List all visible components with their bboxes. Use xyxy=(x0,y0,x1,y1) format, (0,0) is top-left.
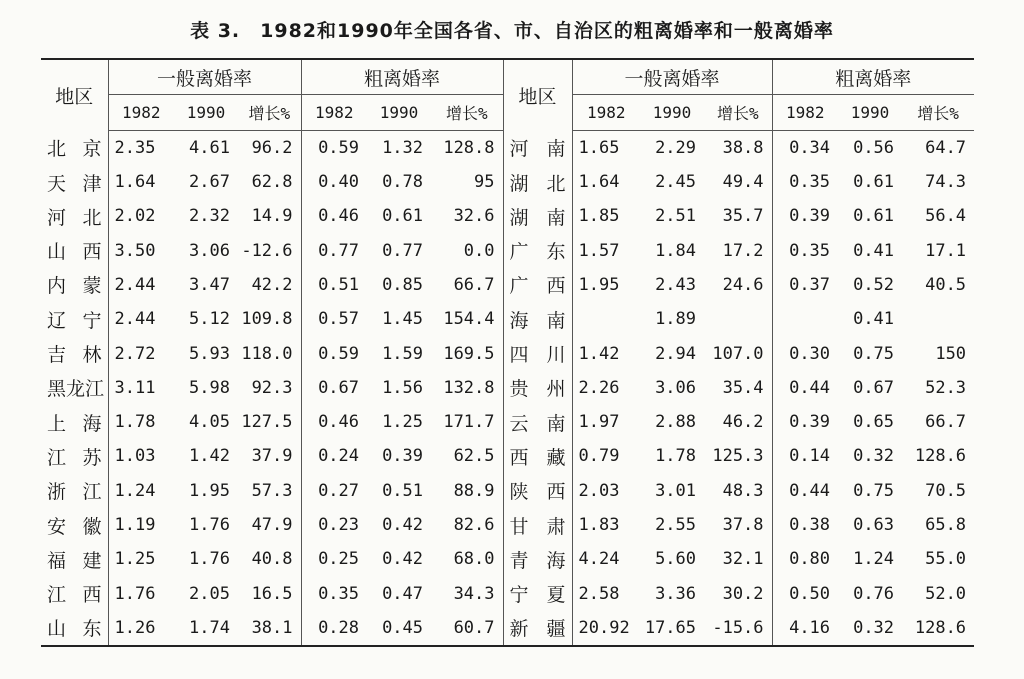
region-name-left: 山东 xyxy=(41,611,108,646)
general-1990-left: 2.05 xyxy=(189,583,230,604)
crude-1990-right: 0.76 xyxy=(853,583,895,604)
general-1982-right: 1.97 xyxy=(578,412,620,433)
region-name-left: 江西 xyxy=(41,576,108,610)
crude-1990-right: 0.32 xyxy=(853,617,895,638)
general-1990-left: 1.74 xyxy=(189,617,230,638)
crude-growth-left: 34.3 xyxy=(431,576,503,610)
general-1990-right: 1.89 xyxy=(655,309,697,330)
header-growth: 增长% xyxy=(431,95,503,130)
region-name-left: 河北 xyxy=(41,199,108,233)
table-row xyxy=(41,302,974,336)
crude-1982-left: 0.59 xyxy=(318,137,360,158)
crude-growth-right: 52.3 xyxy=(925,377,967,398)
crude-growth-right: 40.5 xyxy=(925,274,967,295)
general-growth-right: 30.2 xyxy=(704,576,772,610)
crude-1982-right: 0.39 xyxy=(789,206,831,227)
general-growth-right: 125.3 xyxy=(704,439,772,473)
header-1990: 1990 xyxy=(174,95,238,130)
region-name-right: 青海 xyxy=(503,542,572,576)
divorce-rate-table xyxy=(41,58,974,647)
crude-1982-right: 0.50 xyxy=(789,583,831,604)
crude-1990-right: 0.32 xyxy=(853,446,895,467)
crude-1982-right: 0.34 xyxy=(789,137,831,158)
crude-1982-left: 0.67 xyxy=(318,377,360,398)
crude-1990-left: 0.77 xyxy=(382,240,424,261)
header-1982: 1982 xyxy=(108,95,174,130)
region-name-right: 甘肃 xyxy=(503,508,572,542)
crude-1990-right: 0.65 xyxy=(853,412,895,433)
general-1990-left: 1.42 xyxy=(189,446,230,467)
region-name-right: 海南 xyxy=(503,302,572,336)
general-growth-right: 35.4 xyxy=(704,371,772,405)
general-1982-left: 1.26 xyxy=(114,617,156,638)
general-1982-right: 0.79 xyxy=(578,446,620,467)
header-crude-rate-right: 粗离婚率 xyxy=(772,59,974,95)
crude-growth-left: 62.5 xyxy=(431,439,503,473)
crude-1982-right: 0.14 xyxy=(789,446,831,467)
general-1982-right: 1.57 xyxy=(578,240,620,261)
general-1982-left: 1.03 xyxy=(114,446,156,467)
table-row xyxy=(41,405,974,439)
general-1990-left: 1.76 xyxy=(189,515,230,535)
header-crude-rate-left: 粗离婚率 xyxy=(301,59,503,95)
crude-growth-right: 17.1 xyxy=(925,240,967,261)
general-1982-right: 1.42 xyxy=(578,343,620,364)
crude-1982-left: 0.51 xyxy=(318,274,360,295)
crude-1990-right: 0.75 xyxy=(853,343,895,364)
header-1982: 1982 xyxy=(772,95,838,130)
region-name-right: 四川 xyxy=(503,336,572,370)
table-row xyxy=(41,199,974,233)
crude-1982-left: 0.24 xyxy=(318,446,360,467)
general-1982-left: 2.02 xyxy=(114,206,156,227)
general-growth-right: -15.6 xyxy=(704,611,772,646)
crude-1990-left: 0.47 xyxy=(382,583,424,604)
general-growth-left: -12.6 xyxy=(238,233,301,267)
crude-1990-left: 0.85 xyxy=(382,274,424,295)
region-name-right: 陕西 xyxy=(503,474,572,508)
crude-1990-left: 0.42 xyxy=(382,515,424,535)
general-growth-left: 37.9 xyxy=(238,439,301,473)
crude-growth-left: 82.6 xyxy=(431,508,503,542)
general-1982-right xyxy=(572,302,640,336)
header-growth: 增长% xyxy=(902,95,974,130)
general-1990-right: 2.43 xyxy=(655,274,697,295)
crude-1982-right: 0.44 xyxy=(789,377,831,398)
table-body xyxy=(41,130,974,646)
crude-1990-right: 1.24 xyxy=(853,549,895,570)
crude-growth-right: 66.7 xyxy=(925,412,967,433)
general-growth-right: 35.7 xyxy=(704,199,772,233)
general-growth-right: 24.6 xyxy=(704,268,772,302)
crude-growth-left: 132.8 xyxy=(431,371,503,405)
general-1990-right: 2.45 xyxy=(655,172,697,193)
crude-1982-left: 0.46 xyxy=(318,206,360,227)
table-row xyxy=(41,474,974,508)
table-row xyxy=(41,542,974,576)
crude-1982-right: 4.16 xyxy=(789,617,831,638)
general-growth-left: 109.8 xyxy=(238,302,301,336)
crude-1990-right: 0.75 xyxy=(853,480,895,501)
region-name-left: 浙江 xyxy=(41,474,108,508)
crude-growth-right: 52.0 xyxy=(925,583,967,604)
general-1982-left: 2.72 xyxy=(114,343,156,364)
general-1982-right: 1.65 xyxy=(578,137,620,158)
general-1990-right: 2.51 xyxy=(655,206,697,227)
general-growth-left: 57.3 xyxy=(238,474,301,508)
crude-growth-right: 128.6 xyxy=(914,617,967,638)
general-1990-right: 17.65 xyxy=(644,617,697,638)
header-1982: 1982 xyxy=(572,95,640,130)
crude-1990-left: 0.61 xyxy=(382,206,424,227)
region-name-left: 山西 xyxy=(41,233,108,267)
region-name-left: 江苏 xyxy=(41,439,108,473)
crude-growth-right: 150 xyxy=(935,343,967,364)
crude-1982-left: 0.35 xyxy=(318,583,360,604)
region-name-left: 福建 xyxy=(41,542,108,576)
general-1982-right: 2.58 xyxy=(578,583,620,604)
crude-1990-right: 0.61 xyxy=(853,172,895,193)
general-1990-left: 1.95 xyxy=(189,480,230,501)
table-row xyxy=(41,336,974,370)
header-growth: 增长% xyxy=(704,95,772,130)
general-1982-right: 1.95 xyxy=(578,274,620,295)
header-region-left: 地区 xyxy=(41,59,108,130)
general-growth-left: 42.2 xyxy=(238,268,301,302)
general-growth-right: 32.1 xyxy=(704,542,772,576)
crude-1982-left: 0.57 xyxy=(318,309,360,330)
region-name-left: 黑龙江 xyxy=(41,371,108,405)
crude-1990-right: 0.61 xyxy=(853,206,895,227)
crude-growth-left: 95 xyxy=(431,165,503,199)
header-1990: 1990 xyxy=(367,95,431,130)
general-1990-right: 2.88 xyxy=(655,412,697,433)
general-1982-left: 1.25 xyxy=(114,549,156,570)
general-1982-left: 1.76 xyxy=(114,583,156,604)
crude-1990-right: 0.67 xyxy=(853,377,895,398)
header-region-right: 地区 xyxy=(503,59,572,130)
crude-growth-left: 66.7 xyxy=(431,268,503,302)
general-1990-right: 3.01 xyxy=(655,480,697,501)
table-row xyxy=(41,371,974,405)
crude-1990-right: 0.52 xyxy=(853,274,895,295)
general-1982-left: 1.24 xyxy=(114,480,156,501)
crude-1990-left: 0.39 xyxy=(382,446,424,467)
general-1990-left: 5.12 xyxy=(189,309,230,330)
crude-1982-right xyxy=(772,302,838,336)
crude-1982-right: 0.80 xyxy=(789,549,831,570)
table-row xyxy=(41,611,974,646)
general-growth-right: 49.4 xyxy=(704,165,772,199)
table-row xyxy=(41,268,974,302)
crude-1982-left: 0.40 xyxy=(318,172,360,193)
general-growth-left: 118.0 xyxy=(238,336,301,370)
crude-growth-left: 88.9 xyxy=(431,474,503,508)
general-growth-left: 47.9 xyxy=(238,508,301,542)
crude-1990-left: 1.32 xyxy=(382,137,424,158)
crude-1990-left: 1.59 xyxy=(382,343,424,364)
crude-1990-right: 0.56 xyxy=(853,137,895,158)
general-growth-right xyxy=(704,302,772,336)
region-name-right: 贵州 xyxy=(503,371,572,405)
crude-1990-left: 0.78 xyxy=(382,172,424,193)
general-1982-right: 1.83 xyxy=(578,515,620,535)
general-1990-left: 4.61 xyxy=(189,137,230,158)
crude-1990-left: 1.56 xyxy=(382,377,424,398)
general-1990-right: 1.84 xyxy=(655,240,697,261)
general-1982-left: 1.78 xyxy=(114,412,156,433)
crude-1982-right: 0.44 xyxy=(789,480,831,501)
crude-1982-right: 0.35 xyxy=(789,172,831,193)
general-1990-right: 5.60 xyxy=(655,549,697,570)
region-name-right: 宁夏 xyxy=(503,576,572,610)
header-general-rate-right: 一般离婚率 xyxy=(572,59,772,95)
general-growth-left: 38.1 xyxy=(238,611,301,646)
crude-growth-right: 65.8 xyxy=(925,515,967,535)
region-name-left: 北京 xyxy=(41,130,108,165)
region-name-left: 上海 xyxy=(41,405,108,439)
table-row xyxy=(41,576,974,610)
general-growth-left: 62.8 xyxy=(238,165,301,199)
crude-growth-left: 32.6 xyxy=(431,199,503,233)
general-1982-left: 2.44 xyxy=(114,274,156,295)
general-1982-left: 1.64 xyxy=(114,172,156,193)
general-1982-left: 2.44 xyxy=(114,309,156,330)
general-growth-right: 38.8 xyxy=(704,130,772,165)
crude-1982-right: 0.30 xyxy=(789,343,831,364)
region-name-right: 广西 xyxy=(503,268,572,302)
general-1990-right: 3.06 xyxy=(655,377,697,398)
crude-growth-left: 154.4 xyxy=(431,302,503,336)
general-1990-right: 2.55 xyxy=(655,515,697,535)
general-1982-left: 3.11 xyxy=(114,377,156,398)
general-growth-left: 16.5 xyxy=(238,576,301,610)
general-1990-left: 3.06 xyxy=(189,240,230,261)
crude-1982-right: 0.37 xyxy=(789,274,831,295)
general-1990-right: 1.78 xyxy=(655,446,697,467)
crude-growth-right: 74.3 xyxy=(925,172,967,193)
general-1990-right: 2.29 xyxy=(655,137,697,158)
general-growth-left: 92.3 xyxy=(238,371,301,405)
region-name-right: 广东 xyxy=(503,233,572,267)
region-name-right: 云南 xyxy=(503,405,572,439)
general-1982-left: 1.19 xyxy=(114,515,156,535)
crude-1990-left: 0.42 xyxy=(382,549,424,570)
region-name-right: 西藏 xyxy=(503,439,572,473)
general-1990-left: 1.76 xyxy=(189,549,230,570)
header-1982: 1982 xyxy=(301,95,367,130)
crude-1990-left: 1.25 xyxy=(382,412,424,433)
crude-1982-left: 0.46 xyxy=(318,412,360,433)
crude-growth-right: 64.7 xyxy=(925,137,967,158)
general-growth-right: 48.3 xyxy=(704,474,772,508)
table-row xyxy=(41,165,974,199)
general-1982-right: 1.85 xyxy=(578,206,620,227)
general-1990-right: 2.94 xyxy=(655,343,697,364)
crude-1990-left: 1.45 xyxy=(382,309,424,330)
crude-1990-right: 0.41 xyxy=(853,240,895,261)
general-growth-left: 127.5 xyxy=(238,405,301,439)
crude-growth-left: 0.0 xyxy=(431,233,503,267)
general-growth-right: 37.8 xyxy=(704,508,772,542)
general-1982-right: 1.64 xyxy=(578,172,620,193)
region-name-left: 安徽 xyxy=(41,508,108,542)
region-name-right: 湖北 xyxy=(503,165,572,199)
crude-1990-right: 0.63 xyxy=(853,515,895,535)
general-1982-right: 2.03 xyxy=(578,480,620,501)
general-1982-right: 4.24 xyxy=(578,549,620,570)
general-1990-left: 5.93 xyxy=(189,343,230,364)
general-growth-left: 14.9 xyxy=(238,199,301,233)
crude-growth-left: 128.8 xyxy=(431,130,503,165)
region-name-left: 内蒙 xyxy=(41,268,108,302)
crude-growth-right xyxy=(902,302,974,336)
general-1982-right: 2.26 xyxy=(578,377,620,398)
crude-growth-left: 169.5 xyxy=(431,336,503,370)
general-1982-left: 2.35 xyxy=(114,137,156,158)
region-name-right: 湖南 xyxy=(503,199,572,233)
crude-1982-right: 0.39 xyxy=(789,412,831,433)
crude-1982-left: 0.59 xyxy=(318,343,360,364)
crude-growth-right: 56.4 xyxy=(925,206,967,227)
crude-growth-right: 70.5 xyxy=(925,480,967,501)
crude-1982-left: 0.23 xyxy=(318,515,360,535)
general-growth-right: 46.2 xyxy=(704,405,772,439)
crude-1990-left: 0.51 xyxy=(382,480,424,501)
crude-1982-left: 0.25 xyxy=(318,549,360,570)
general-growth-left: 96.2 xyxy=(238,130,301,165)
general-growth-left: 40.8 xyxy=(238,542,301,576)
crude-growth-left: 171.7 xyxy=(431,405,503,439)
table-row xyxy=(41,233,974,267)
general-1990-left: 3.47 xyxy=(189,274,230,295)
header-1990: 1990 xyxy=(838,95,902,130)
general-1990-left: 4.05 xyxy=(189,412,230,433)
crude-1982-left: 0.28 xyxy=(318,617,360,638)
table-row xyxy=(41,439,974,473)
crude-growth-right: 55.0 xyxy=(925,549,967,570)
header-1990: 1990 xyxy=(640,95,704,130)
crude-1982-left: 0.27 xyxy=(318,480,360,501)
crude-1982-right: 0.38 xyxy=(789,515,831,535)
crude-growth-left: 60.7 xyxy=(431,611,503,646)
header-general-rate-left: 一般离婚率 xyxy=(108,59,301,95)
general-1982-right: 20.92 xyxy=(578,617,630,638)
region-name-right: 新疆 xyxy=(503,611,572,646)
crude-1990-left: 0.45 xyxy=(382,617,424,638)
crude-1982-right: 0.35 xyxy=(789,240,831,261)
region-name-left: 吉林 xyxy=(41,336,108,370)
crude-growth-left: 68.0 xyxy=(431,542,503,576)
general-1990-right: 3.36 xyxy=(655,583,697,604)
region-name-right: 河南 xyxy=(503,130,572,165)
general-1990-left: 2.32 xyxy=(189,206,230,227)
region-name-left: 天津 xyxy=(41,165,108,199)
general-growth-right: 107.0 xyxy=(704,336,772,370)
table-row xyxy=(41,130,974,165)
crude-growth-right: 128.6 xyxy=(914,446,967,467)
general-1990-left: 5.98 xyxy=(189,377,230,398)
crude-1990-right: 0.41 xyxy=(853,309,895,330)
table-title: 表 3. 1982和1990年全国各省、市、自治区的粗离婚率和一般离婚率 xyxy=(190,20,834,42)
table-row xyxy=(41,508,974,542)
region-name-left: 辽宁 xyxy=(41,302,108,336)
header-growth: 增长% xyxy=(238,95,301,130)
general-1990-left: 2.67 xyxy=(189,172,230,193)
general-1982-left: 3.50 xyxy=(114,240,156,261)
general-growth-right: 17.2 xyxy=(704,233,772,267)
crude-1982-left: 0.77 xyxy=(318,240,360,261)
